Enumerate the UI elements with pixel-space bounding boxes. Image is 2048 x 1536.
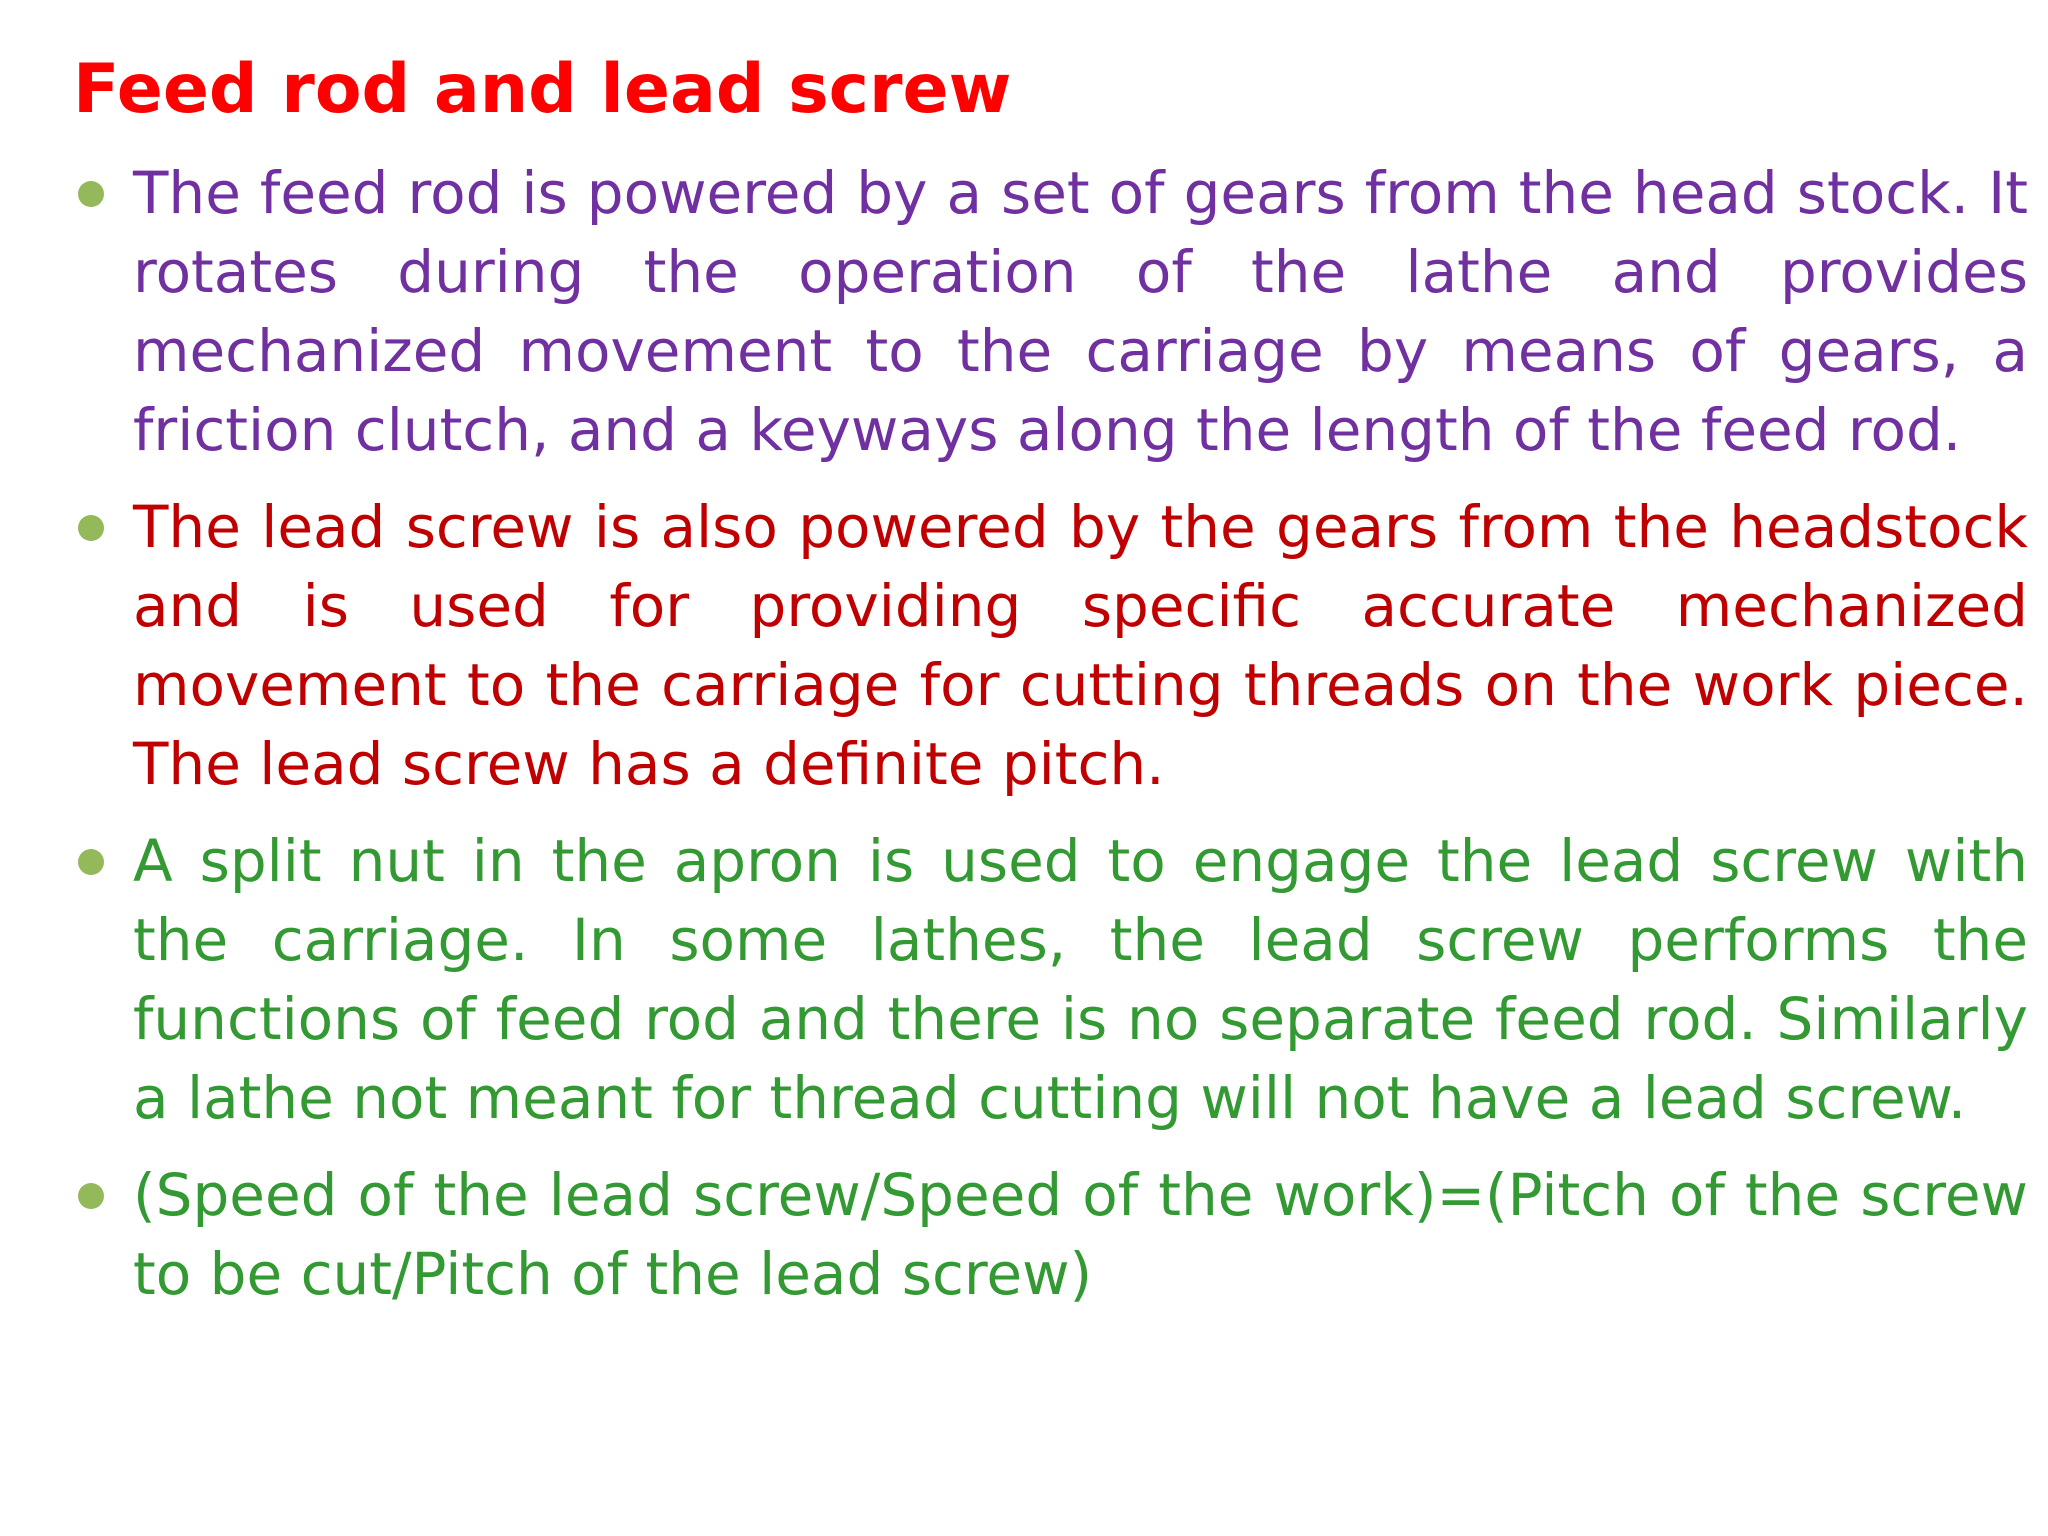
bullet-text: The feed rod is powered by a set of gears from the head stock. It rotates during the operation of the lathe and provides mechanized movement to the carriage by means of gears, a friction clutch, and a keyways along the length of the feed rod.: [133, 159, 2028, 464]
bullet-dot-icon: [78, 849, 104, 875]
bullet-speed-ratio: [133, 1156, 2028, 1314]
bullet-dot-icon: [78, 515, 104, 541]
bullet-dot-icon: [78, 1183, 104, 1209]
bullet-feed-rod: [133, 154, 2028, 470]
bullet-lead-screw: [133, 488, 2028, 804]
slide-title: Feed rod and lead screw: [73, 50, 1012, 129]
bullet-list: [133, 154, 2028, 1332]
bullet-text: A split nut in the apron is used to engage the lead screw with the carriage. In some lathes, the lead screw performs the functions of feed rod and there is no separate feed rod. Similarly a lathe not meant for thread cutting will not have a lead screw.: [133, 827, 2028, 1132]
bullet-dot-icon: [78, 181, 104, 207]
bullet-text: (Speed of the lead screw/Speed of the work)=(Pitch of the screw to be cut/Pitch of the lead screw): [133, 1161, 2028, 1308]
bullet-text: The lead screw is also powered by the gears from the headstock and is used for providing specific accurate mechanized movement to the carriage for cutting threads on the work piece. The lead screw has a definite pitch.: [133, 493, 2028, 798]
bullet-split-nut: [133, 822, 2028, 1138]
